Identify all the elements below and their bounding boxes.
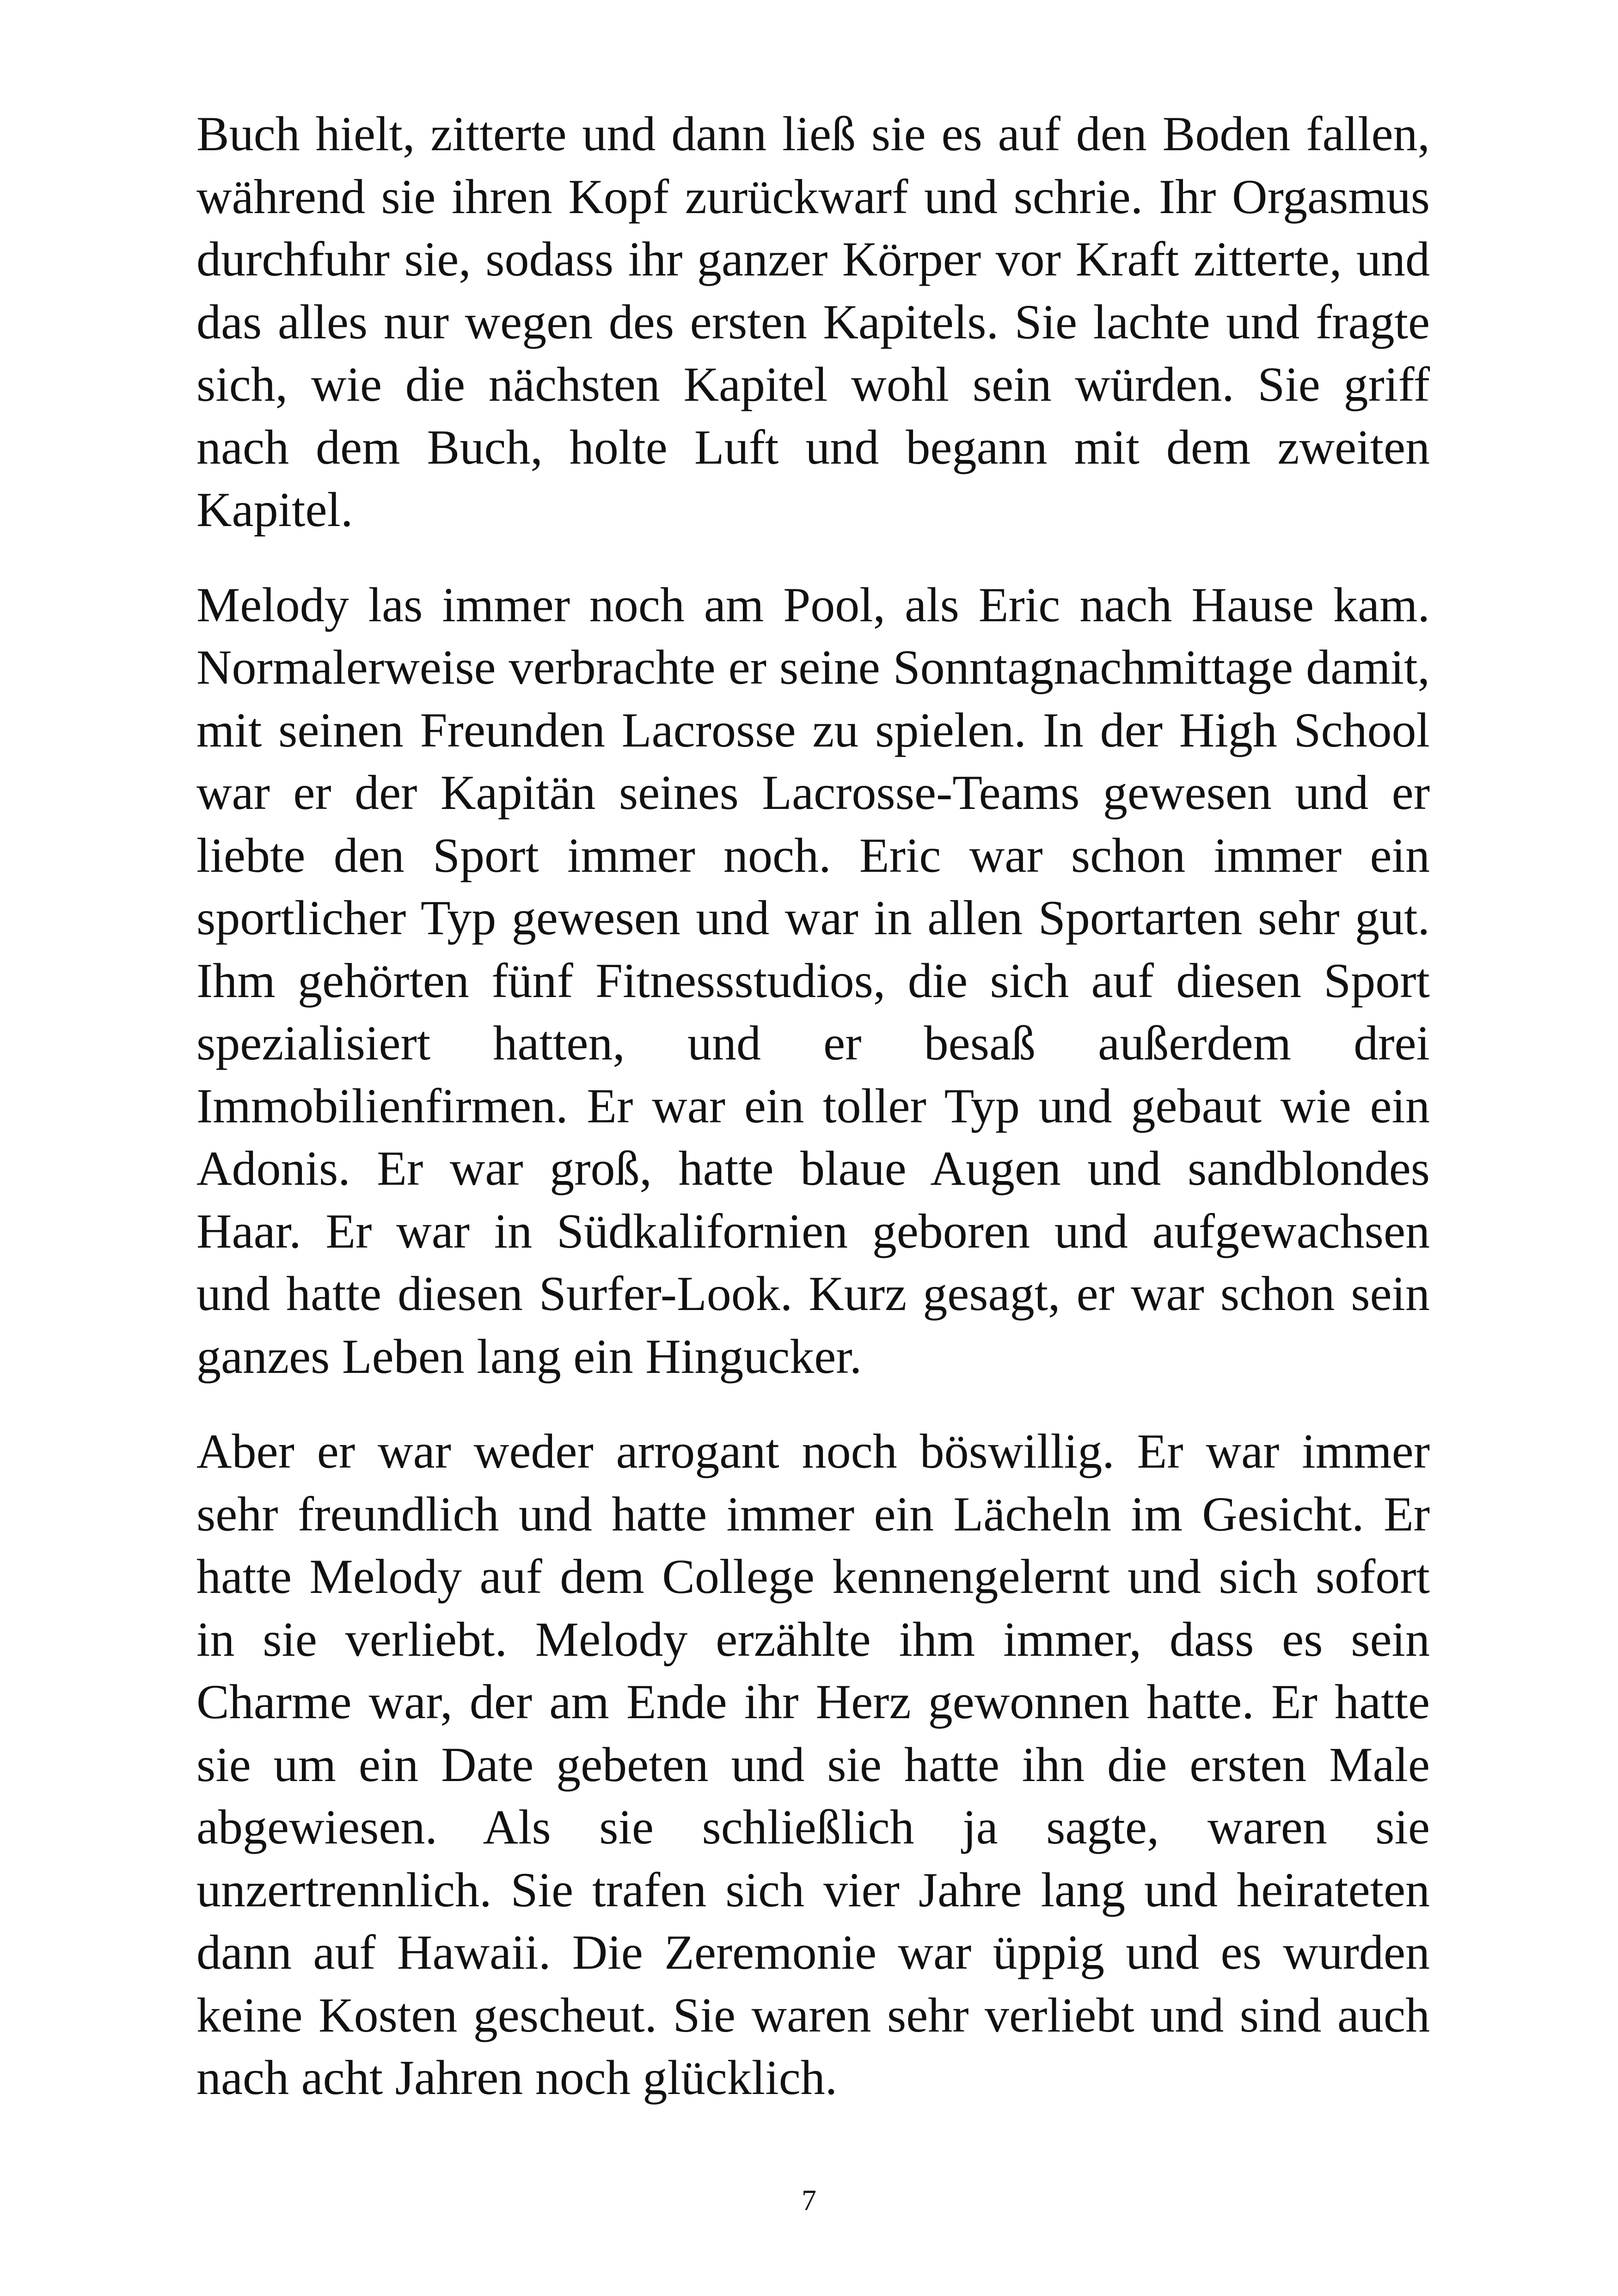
paragraph-2: Melody las immer noch am Pool, als Eric nach Hause kam. Normalerweise verbrachte er seine Sonntagnachmittage damit, mit seinen Freunden Lacrosse zu spielen. In der High School war er der Kapitän seines Lacrosse-Teams gewesen und er liebte den Sport immer noch. Eric war schon immer ein sportlicher Typ gewesen und war in allen Sportarten sehr gut. Ihm gehörten fünf Fitnessstudios, die sich auf diesen Sport spezialisiert hatten, und er besaß außerdem drei Immobilienfirmen. Er war ein toller Typ und gebaut wie ein Adonis. Er war groß, hatte blaue Augen und sandblondes Haar. Er war in Südkalifornien geboren und aufgewachsen und hatte diesen Surfer-Look. Kurz gesagt, er war schon sein ganzes Leben lang ein Hingucker. xyxy=(196,577,1430,1384)
page-number: 7 xyxy=(802,2184,816,2216)
body-text xyxy=(196,103,1430,2109)
paragraph-3: Aber er war weder arrogant noch böswillig. Er war immer sehr freundlich und hatte immer ein Lächeln im Gesicht. Er hatte Melody auf dem College kennengelernt und sich sofort in sie verliebt. Melody erzählte ihm immer, dass es sein Charme war, der am Ende ihr Herz gewonnen hatte. Er hatte sie um ein Date gebeten und sie hatte ihn die ersten Male abgewiesen. Als sie schließlich ja sagte, waren sie unzertrennlich. Sie trafen sich vier Jahre lang und heirateten dann auf Hawaii. Die Zeremonie war üppig und es wurden keine Kosten gescheut. Sie waren sehr verliebt und sind auch nach acht Jahren noch glücklich. xyxy=(196,1424,1430,2105)
paragraph-1: Buch hielt, zitterte und dann ließ sie es auf den Boden fallen, während sie ihren Kopf zurückwarf und schrie. Ihr Orgasmus durchfuhr sie, sodass ihr ganzer Körper vor Kraft zitterte, und das alles nur wegen des ersten Kapitels. Sie lachte und fragte sich, wie die nächsten Kapitel wohl sein würden. Sie griff nach dem Buch, holte Luft und begann mit dem zweiten Kapitel. xyxy=(196,107,1430,537)
